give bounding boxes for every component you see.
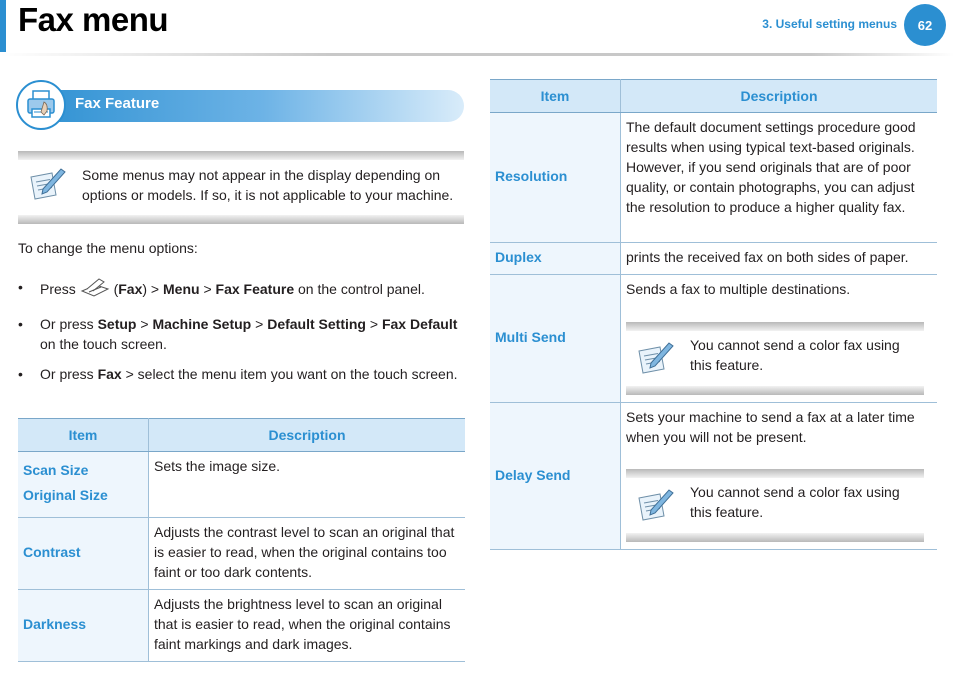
note-top-bar [18, 151, 464, 160]
bullet-dot: • [18, 316, 23, 332]
title-accent-bar [0, 0, 6, 52]
inline-note-box [626, 469, 924, 542]
bullet-text: Press [40, 281, 80, 298]
item-label: Original Size [23, 487, 108, 503]
description-text: Sets your machine to send a fax at a later time when you will not be present. [626, 409, 915, 445]
page-number-badge: 62 [904, 4, 946, 46]
bullet-key: Fax [97, 366, 122, 382]
instruction-list [18, 277, 458, 394]
table-description-cell: Adjusts the contrast level to scan an original that is easier to read, when the original contains too faint or too dark contents. [149, 518, 466, 590]
bullet-text: > [251, 316, 268, 332]
column-header-description: Description [149, 419, 466, 452]
column-header-item: Item [490, 80, 621, 113]
table-row [490, 403, 937, 550]
bullet-text: > [199, 281, 216, 298]
note-top-bar [626, 469, 924, 478]
section-reference[interactable]: 3. Useful setting menus [762, 17, 897, 31]
note-text: You cannot send a color fax using this feature. [690, 484, 900, 520]
bullet-text: Or press [40, 316, 98, 332]
bullet-text: > [365, 316, 382, 332]
column-header-item: Item [18, 419, 149, 452]
bullet-dot: • [18, 366, 23, 382]
bullet-text: on the touch screen. [40, 336, 167, 352]
note-top-bar [626, 322, 924, 331]
note-bottom-bar [18, 215, 464, 224]
table-item-cell: Contrast [18, 518, 149, 590]
note-bottom-bar [626, 386, 924, 395]
table-item-cell: Multi Send [490, 275, 621, 403]
table-row [490, 243, 937, 275]
intro-text: To change the menu options: [18, 240, 198, 256]
bullet-key: Fax [118, 281, 143, 298]
list-item [18, 314, 458, 354]
note-box [18, 151, 464, 224]
feature-title: Fax Feature [75, 95, 160, 112]
bullet-key: Default Setting [267, 316, 366, 332]
bullet-text: on the control panel. [294, 281, 425, 298]
bullet-key: Fax Default [381, 316, 458, 332]
note-pencil-icon [636, 486, 676, 527]
table-item-cell: Duplex [490, 243, 621, 275]
table-row [490, 275, 937, 403]
item-label: Scan Size [23, 462, 89, 478]
bullet-text: ( [109, 281, 119, 298]
bullet-text: > [136, 316, 153, 332]
fax-machine-icon [16, 80, 66, 130]
note-text: Some menus may not appear in the display depending on options or models. If so, it is not applicable to your machine. [82, 167, 454, 203]
table-row [18, 452, 465, 518]
right-settings-table [490, 79, 937, 550]
page-title: Fax menu [18, 1, 169, 38]
table-description-cell: prints the received fax on both sides of paper. [621, 243, 938, 275]
inline-note-box [626, 322, 924, 395]
table-row [18, 518, 465, 590]
bullet-text: ) > [142, 281, 163, 298]
note-pencil-icon [636, 339, 676, 380]
table-item-cell: Delay Send [490, 403, 621, 550]
list-item [18, 277, 458, 304]
column-header-description: Description [621, 80, 938, 113]
table-header-row [18, 419, 465, 452]
left-settings-table [18, 418, 465, 662]
bullet-text: > select the menu item you want on the touch screen. [121, 366, 458, 382]
table-row [18, 590, 465, 662]
table-item-cell: Darkness [18, 590, 149, 662]
description-text: Sends a fax to multiple destinations. [626, 281, 851, 297]
table-description-cell: Sets the image size. [149, 452, 466, 518]
bullet-text: Or press [40, 366, 98, 382]
table-description-cell [621, 403, 938, 550]
list-item [18, 364, 458, 384]
bullet-dot: • [18, 279, 23, 295]
bullet-key: Setup [97, 316, 137, 332]
bullet-key: Fax Feature [215, 281, 295, 298]
table-description-cell [621, 275, 938, 403]
table-row [490, 113, 937, 243]
table-header-row [490, 80, 937, 113]
table-item-cell: Resolution [490, 113, 621, 243]
table-description-cell: The default document settings procedure good results when using typical text-based originals. However, if you send originals that are of poor quality, or contain photographs, you can adjust the resolution to produce a higher quality fax. [621, 113, 938, 243]
note-text: You cannot send a color fax using this feature. [690, 337, 900, 373]
bullet-key: Menu [163, 281, 200, 298]
fax-button-icon [80, 277, 110, 304]
bullet-key: Machine Setup [152, 316, 252, 332]
note-bottom-bar [626, 533, 924, 542]
table-item-cell [18, 452, 149, 518]
note-pencil-icon [28, 165, 68, 206]
table-description-cell: Adjusts the brightness level to scan an original that is easier to read, when the original contains faint markings and dark images. [149, 590, 466, 662]
header-divider [0, 53, 954, 56]
